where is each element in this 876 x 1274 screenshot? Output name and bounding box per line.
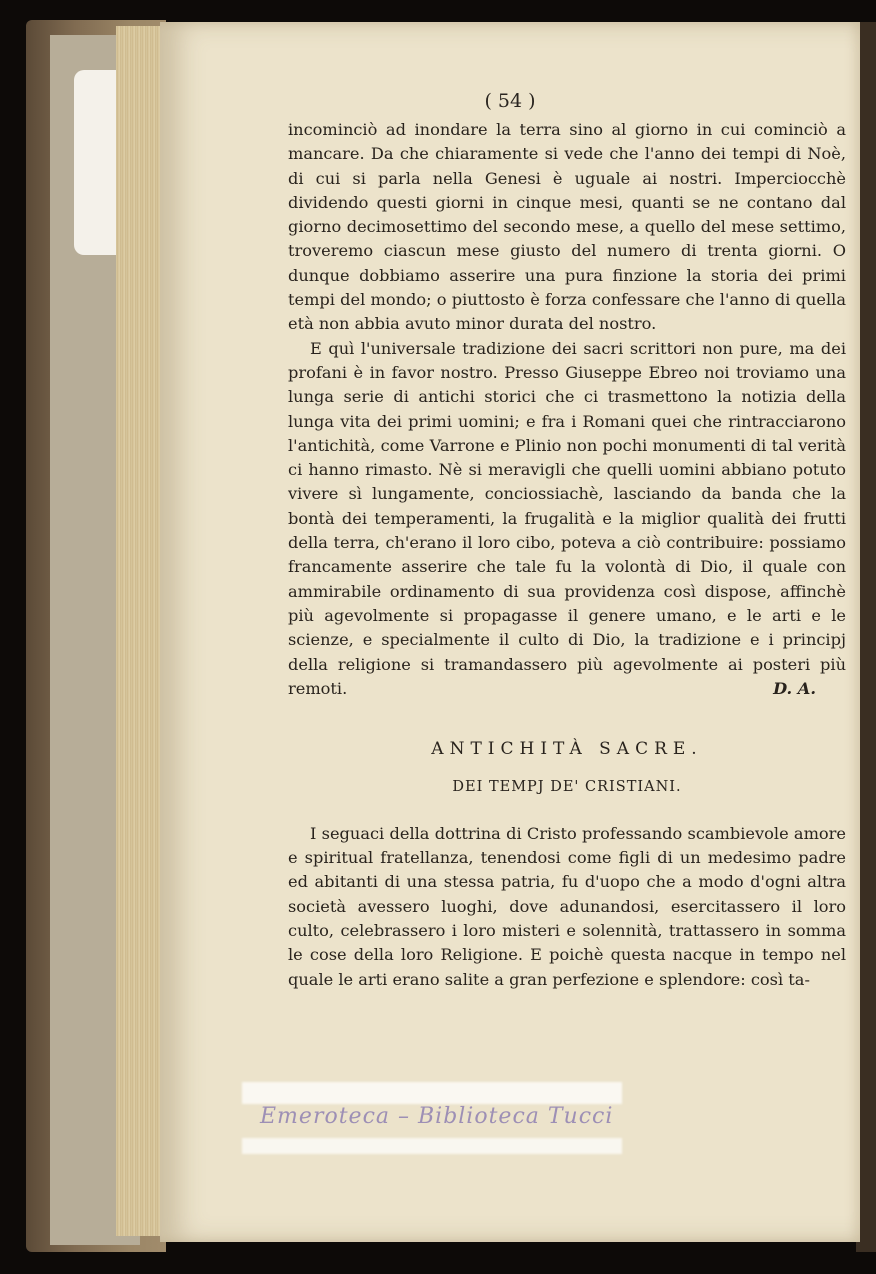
- paragraph-2-text: E quì l'universale tradizione dei sacri scrittori non pure, ma dei profani è in favor nostro. Presso Giuseppe Ebreo noi troviamo una lunga serie di antichi storici che ci trasmettono la notizia della lunga vita dei primi uomini; e fra i Romani quei che rintracciarono l'antichità, come Varrone e Plinio non pochi monumenti di tal verità ci hanno rimasto. Nè si meravigli che quelli uomini abbiano potuto vivere sì lungamente, conciossiachè, lasciando da banda che la bontà dei temperamenti, la frugalità e la miglior qualità dei frutti della terra, ch'erano il loro cibo, poteva a ciò contribuire: possiamo francamente asserire che tale fu la volontà di Dio, il quale con ammirabile ordinamento di sua providenza così dispose, affinchè più agevolmente si propagasse il genere umano, e le arti e le scienze, e specialmente il culto di Dio, la tradizione e i principj della religione si tramandassero più agevolmente ai posteri più remoti.: [288, 338, 846, 698]
- library-stamp: Emeroteca – Biblioteca Tucci: [260, 1104, 614, 1129]
- paragraph-2: [288, 337, 846, 701]
- section-title: ANTICHITÀ SACRE.: [431, 739, 703, 760]
- section-subtitle: DEI TEMPJ DE' CRISTIANI.: [452, 779, 682, 796]
- page-number: ( 54 ): [484, 90, 536, 112]
- paragraph-1: incominciò ad inondare la terra sino al giorno in cui cominciò a mancare. Da che chiaramente si vede che l'anno dei tempi di Noè, di cui si parla nella Genesi è uguale ai nostri. Imperciocchè dividendo questi giorni in cinque mesi, quanti se ne contano dal giorno decimosettimo del secondo mese, a quello del mese settimo, troveremo ciascun mese giusto del numero di trenta giorni. O dunque dobbiamo asserire una pura finzione la storia dei primi tempi del mondo; o piuttosto è forza confessare che l'anno di quella età non abbia avuto minor durata del nostro.: [288, 120, 846, 334]
- paragraph-3: I seguaci della dottrina di Cristo professando scambievole amore e spiritual fratellanza, tenendosi come figli di un medesimo padre ed abitanti di una stessa patria, fu d'uopo che a modo d'ogni altra società avessero luoghi, dove adunandosi, esercitassero il loro culto, celebrassero i loro misteri e solennità, trattassero in somma le cose della loro Religione. E poichè questa nacque in tempo nel quale le arti erano salite a gran perfezione e splendore: così ta-: [288, 823, 846, 989]
- tape-strip-top: [242, 1082, 622, 1104]
- page-body: [288, 118, 846, 992]
- author-signature: D. A.: [773, 678, 816, 698]
- tape-strip-bottom: [242, 1138, 622, 1154]
- book-page: [160, 22, 860, 1242]
